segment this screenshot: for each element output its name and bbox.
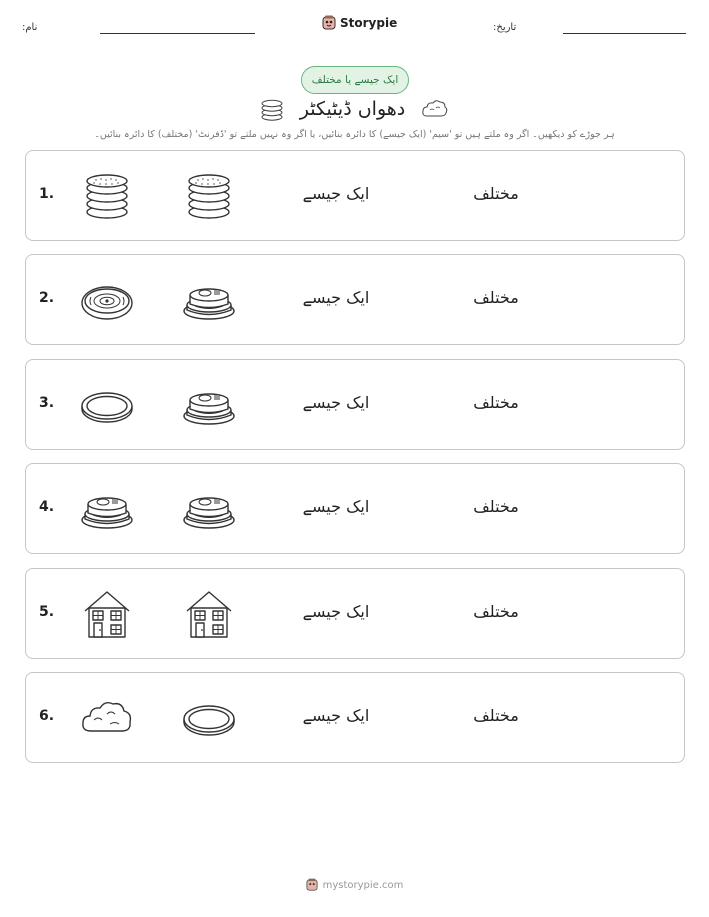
question-number: 1. xyxy=(39,186,55,202)
question-number: 6. xyxy=(39,707,55,724)
date-line[interactable] xyxy=(563,33,686,34)
storypie-mascot-icon xyxy=(322,15,336,31)
question-row xyxy=(25,359,685,450)
smoke-alarm-stack-icon xyxy=(79,484,135,534)
question-number: 3. xyxy=(39,394,55,411)
title-row xyxy=(0,94,709,124)
different-option[interactable]: مختلف xyxy=(473,184,519,203)
category-badge: ایک جیسے یا مختلف xyxy=(301,66,409,94)
different-option[interactable]: مختلف xyxy=(473,288,519,308)
question-row xyxy=(25,463,685,554)
footer-url: mystorypie.com xyxy=(322,879,404,891)
house-icon xyxy=(181,589,237,639)
date-label: تاریخ: xyxy=(493,22,517,33)
different-option[interactable]: مختلف xyxy=(473,497,519,517)
name-line[interactable] xyxy=(100,33,255,34)
question-number: 5. xyxy=(39,603,55,620)
cloud-icon xyxy=(79,693,135,743)
question-row xyxy=(25,672,685,763)
footer xyxy=(0,878,709,892)
coin-stack-icon xyxy=(79,171,135,221)
same-option[interactable]: ایک جیسے xyxy=(302,705,370,725)
page-title: دھواں ڈیٹیکٹر xyxy=(299,98,406,120)
same-option[interactable]: ایک جیسے xyxy=(302,497,370,517)
question-row xyxy=(25,254,685,345)
house-icon xyxy=(79,589,135,639)
question-list xyxy=(25,150,685,776)
different-option[interactable]: مختلف xyxy=(473,392,519,412)
brand-name: Storypie xyxy=(340,16,398,30)
smoke-alarm-stack-icon xyxy=(181,484,237,534)
different-option[interactable]: مختلف xyxy=(473,705,519,725)
name-label: نام: xyxy=(22,22,38,33)
question-row xyxy=(25,150,685,241)
coin-stack-icon xyxy=(181,171,237,221)
different-option[interactable]: مختلف xyxy=(473,601,519,621)
instructions: ہر جوڑے کو دیکھیں۔ اگر وہ ملتے ہیں تو 'سیم' (ایک جیسے) کا دائرہ بنائیں، یا اگر وہ نہیں ملتے تو 'ڈفرنٹ' (مختلف) کا دائرہ بنائیں۔ xyxy=(94,129,615,140)
same-option[interactable]: ایک جیسے xyxy=(302,601,370,621)
question-number: 2. xyxy=(39,290,55,307)
cloud-icon xyxy=(421,98,449,120)
smoke-alarm-stack-icon xyxy=(181,275,237,325)
same-option[interactable]: ایک جیسے xyxy=(302,288,370,308)
question-number: 4. xyxy=(39,499,55,516)
same-option[interactable]: ایک جیسے xyxy=(302,392,370,412)
question-row xyxy=(25,568,685,659)
smoke-alarm-stack-icon xyxy=(181,380,237,430)
brand-logo xyxy=(322,13,397,33)
same-option[interactable]: ایک جیسے xyxy=(302,184,370,203)
smoke-detector-icon xyxy=(79,275,135,325)
coin-icon xyxy=(181,693,237,743)
coin-icon xyxy=(79,380,135,430)
storypie-mascot-icon xyxy=(306,878,318,892)
coin-stack-icon xyxy=(260,96,284,122)
